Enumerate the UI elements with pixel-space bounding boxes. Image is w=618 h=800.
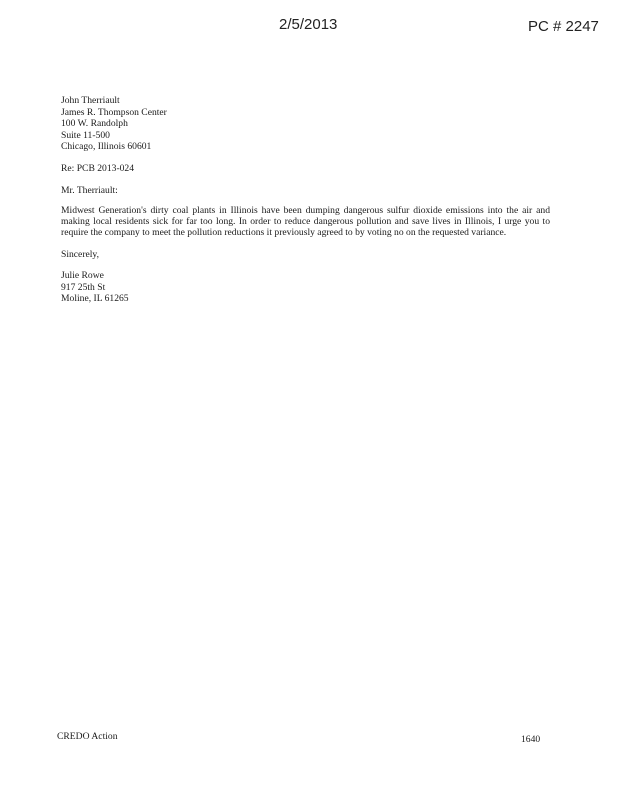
public-comment-number: PC # 2247 <box>528 18 599 35</box>
recipient-organization: James R. Thompson Center <box>61 106 167 118</box>
recipient-city: Chicago, Illinois 60601 <box>61 141 152 153</box>
header-date: 2/5/2013 <box>279 16 338 33</box>
page-number: 1640 <box>521 734 541 745</box>
sender-street: 917 25th St <box>61 281 106 293</box>
closing: Sincerely, <box>61 248 100 260</box>
recipient-suite: Suite 11-500 <box>61 129 110 141</box>
recipient-street: 100 W. Randolph <box>61 118 128 130</box>
re-line: Re: PCB 2013-024 <box>61 162 135 174</box>
sender-city: Moline, IL 61265 <box>61 293 129 305</box>
sender-address-block <box>61 270 550 305</box>
recipient-address-block <box>61 95 550 153</box>
salutation: Mr. Therriault: <box>61 184 118 196</box>
letter-body <box>61 95 550 305</box>
letter-paragraph: Midwest Generation's dirty coal plants in Illinois have been dumping dangerous sulfur dioxide emissions into the air and making local residents sick for far too long. In order to reduce dangerous pollution and save lives in Illinois, I urge you to require the company to meet the pollution reductions it previously agreed to by voting no on the requested variance. <box>61 205 550 238</box>
footer-source: CREDO Action <box>57 731 118 742</box>
recipient-name: John Therriault <box>61 95 120 106</box>
sender-name: Julie Rowe <box>61 270 104 282</box>
